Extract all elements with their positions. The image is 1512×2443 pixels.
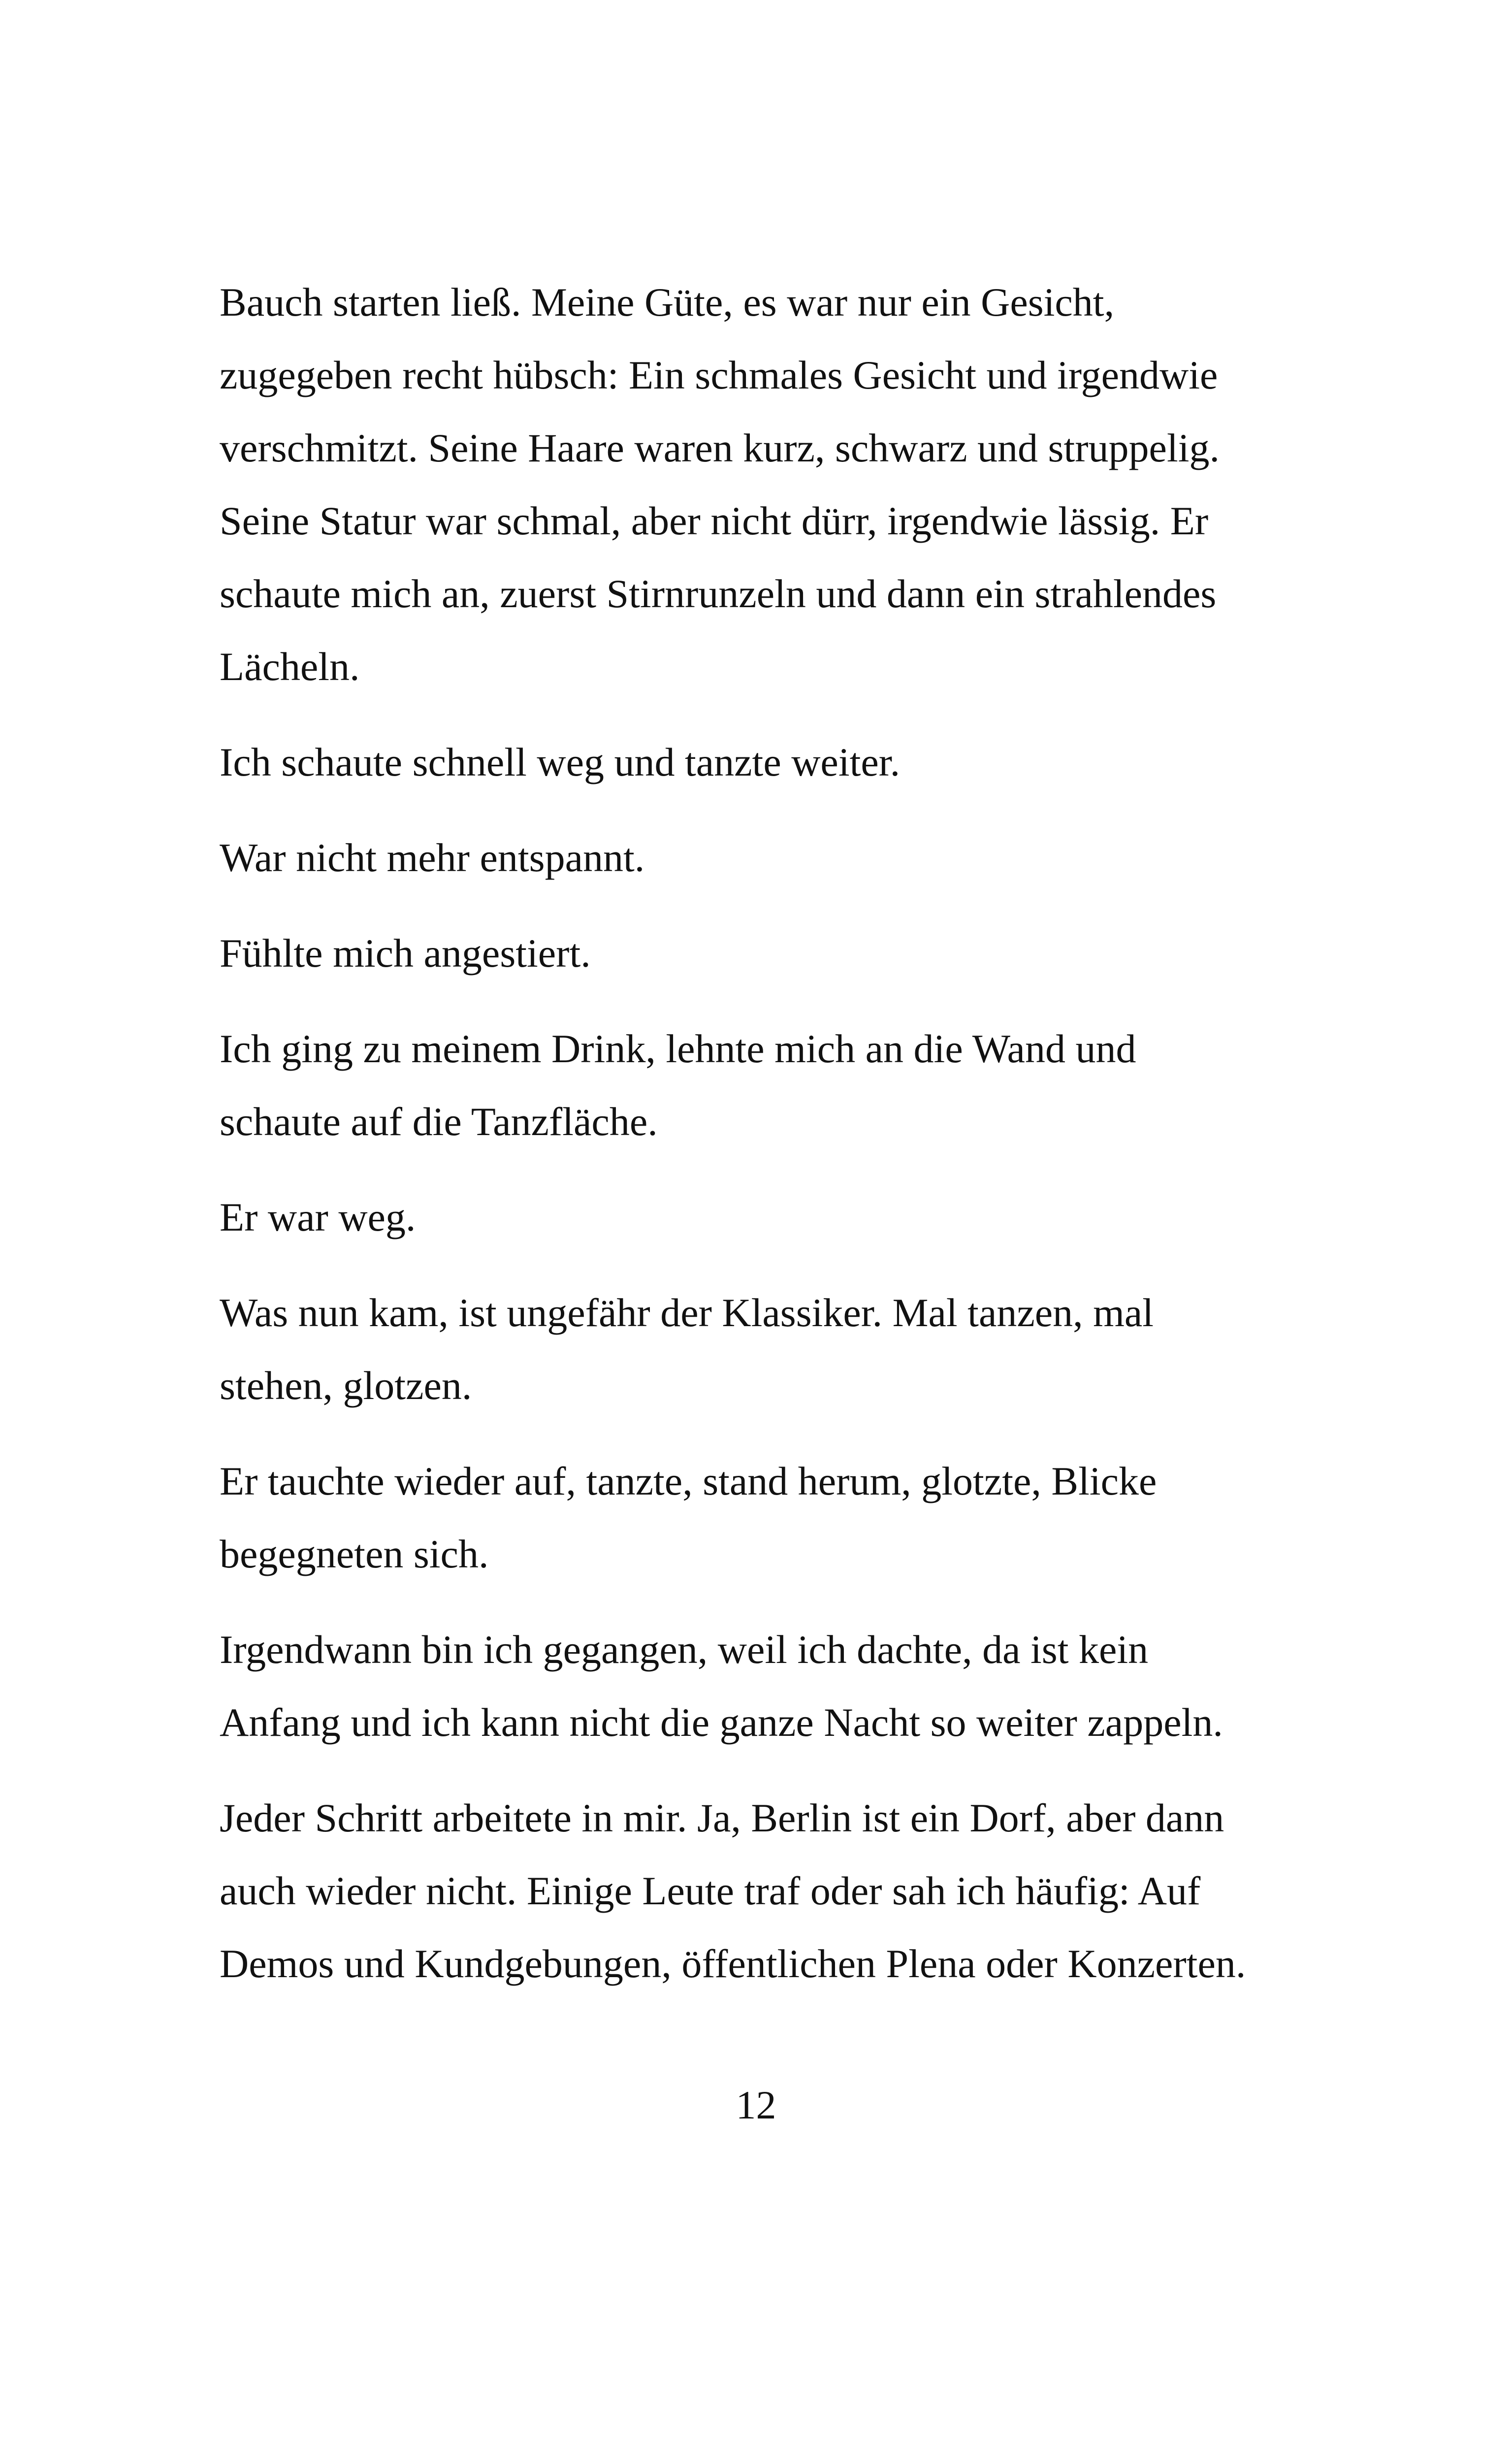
text-line: Jeder Schritt arbeitete in mir. Ja, Berlin ist ein Dorf, aber dann [220,1795,1224,1840]
text-line: War nicht mehr entspannt. [220,835,645,880]
text-line: Er war weg. [220,1195,416,1239]
paragraph [220,1181,1352,1254]
text-line: Ich schaute schnell weg und tanzte weiter. [220,740,901,784]
page-number: 12 [736,2083,776,2127]
paragraph [220,1613,1352,1759]
paragraph [220,821,1352,894]
text-line: stehen, glotzen. [220,1363,472,1408]
text-line: Ich ging zu meinem Drink, lehnte mich an die Wand und [220,1026,1136,1071]
text-line: schaute auf die Tanzfläche. [220,1099,658,1144]
text-line: Irgendwann bin ich gegangen, weil ich dachte, da ist kein [220,1627,1149,1672]
text-line: schaute mich an, zuerst Stirnrunzeln und dann ein strahlendes [220,571,1217,616]
paragraph [220,1276,1352,1422]
text-line: Bauch starten ließ. Meine Güte, es war nur ein Gesicht, [220,280,1115,325]
body-text [220,266,1352,2023]
text-line: Anfang und ich kann nicht die ganze Nacht so weiter zappeln. [220,1700,1223,1745]
paragraph [220,1012,1352,1158]
text-line: Lächeln. [220,644,360,689]
text-line: Er tauchte wieder auf, tanzte, stand herum, glotzte, Blicke [220,1459,1157,1503]
text-line: verschmitzt. Seine Haare waren kurz, schwarz und struppelig. [220,425,1220,470]
text-line: zugegeben recht hübsch: Ein schmales Gesicht und irgendwie [220,353,1218,397]
text-line: Seine Statur war schmal, aber nicht dürr, irgendwie lässig. Er [220,498,1209,543]
text-line: Was nun kam, ist ungefähr der Klassiker. Mal tanzen, mal [220,1290,1154,1335]
paragraph [220,1445,1352,1591]
paragraph [220,917,1352,990]
paragraph [220,266,1352,703]
text-line: begegneten sich. [220,1531,489,1576]
text-line: Fühlte mich angestiert. [220,931,591,976]
text-line: Demos und Kundgebungen, öffentlichen Plena oder Konzerten. [220,1941,1246,1986]
paragraph [220,1782,1352,2000]
text-line: auch wieder nicht. Einige Leute traf oder sah ich häufig: Auf [220,1868,1201,1913]
paragraph [220,726,1352,799]
